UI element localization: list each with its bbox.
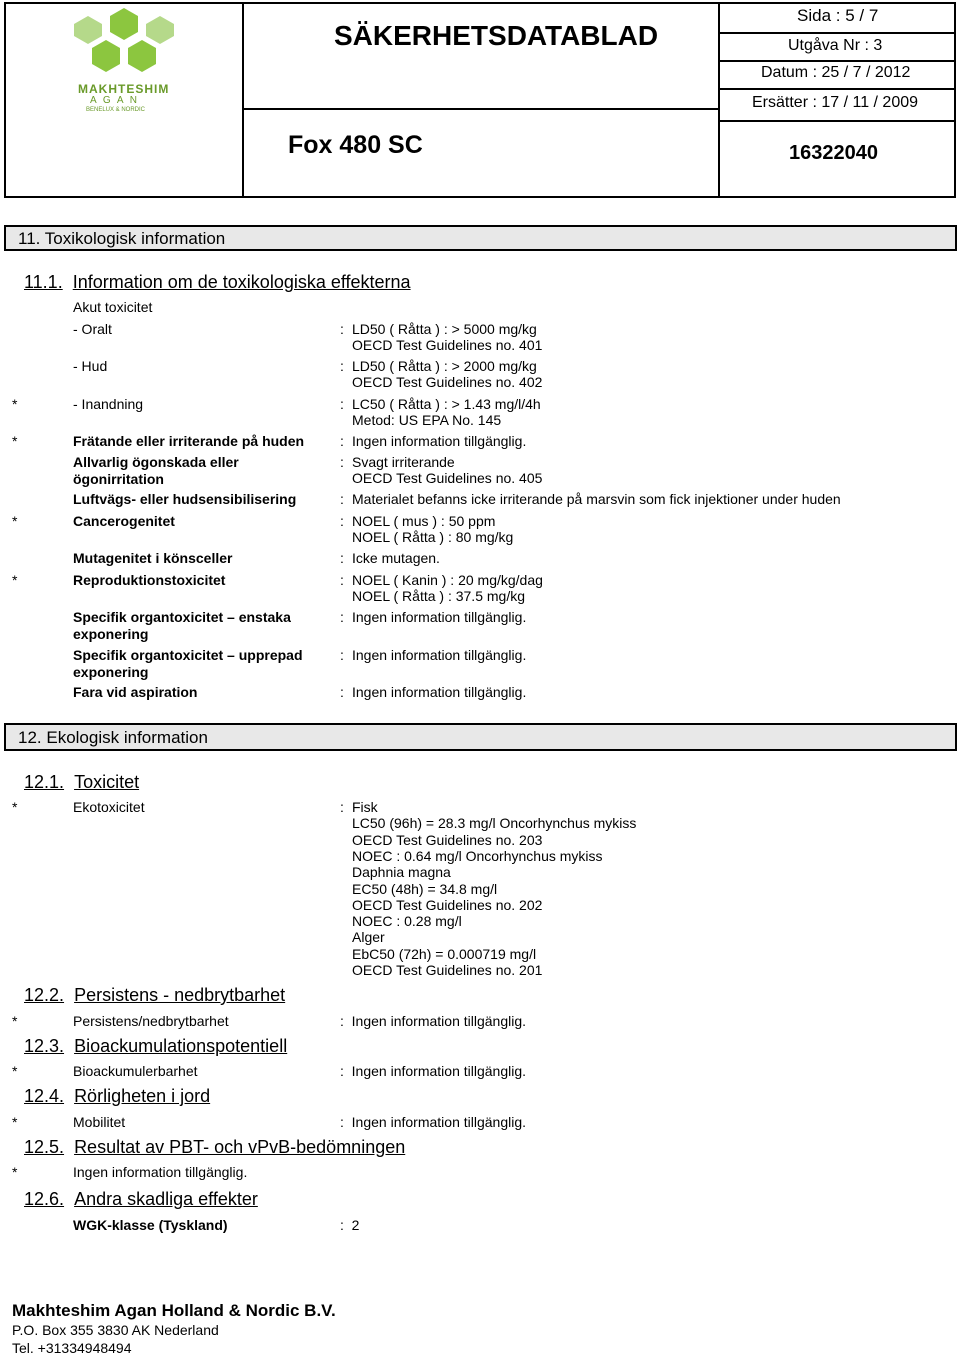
tox-row-label: Allvarlig ögonskada eller: [73, 454, 239, 470]
tox-row-label: Fara vid aspiration: [73, 684, 198, 700]
subsection-11-1: [24, 271, 411, 293]
star-mark: *: [12, 396, 18, 412]
subsection-number: 11.1.: [24, 272, 63, 292]
tox-row-value-cont: OECD Test Guidelines no. 402: [352, 374, 543, 390]
tox-row-label: - Inandning: [73, 396, 144, 412]
footer-company: Makhteshim Agan Holland & Nordic B.V.: [12, 1301, 336, 1320]
colon: :: [340, 321, 344, 337]
tox-row-value: Ingen information tillgänglig.: [352, 433, 527, 449]
page-number: Sida : 5 / 7: [797, 6, 879, 25]
tox-row-value-cont: OECD Test Guidelines no. 401: [352, 337, 543, 353]
tox-row-value: Svagt irriterande: [352, 454, 455, 470]
product-code: 16322040: [789, 142, 878, 164]
tox-row-label: Luftvägs- eller hudsensibilisering: [73, 491, 297, 507]
tox-row-value: Ingen information tillgänglig.: [352, 647, 527, 663]
tox-row-value: NOEL ( mus ) : 50 ppm: [352, 513, 496, 529]
tox-row-value: Icke mutagen.: [352, 550, 440, 566]
logo-sub: A G A N: [90, 95, 140, 106]
subsection-12-5: 12.5. Resultat av PBT- och vPvB-bedömningen: [24, 1137, 406, 1157]
ecotox-line: OECD Test Guidelines no. 202: [352, 896, 543, 913]
section-12-bar: [4, 723, 957, 751]
ecotox-line: Daphnia magna: [352, 864, 451, 881]
bioaccumulation-label: Bioackumulerbarhet: [73, 1063, 198, 1079]
tox-row-value: NOEL ( Kanin ) : 20 mg/kg/dag: [352, 572, 543, 588]
tox-row-label: Specifik organtoxicitet – enstaka: [73, 609, 291, 625]
colon: :: [340, 572, 344, 588]
ecotox-line: OECD Test Guidelines no. 203: [352, 831, 543, 848]
star-mark: *: [12, 433, 18, 449]
section-11-title: 11. Toxikologisk information: [18, 229, 226, 248]
tox-row-label: Specifik organtoxicitet – upprepad: [73, 647, 303, 663]
colon: :: [340, 454, 344, 470]
star-mark: *: [12, 1164, 18, 1180]
ecotox-line: OECD Test Guidelines no. 201: [352, 962, 543, 978]
logo-name: MAKHTESHIM: [78, 82, 170, 96]
tox-row-value-cont: NOEL ( Råtta ) : 37.5 mg/kg: [352, 588, 525, 604]
version-number: Utgåva Nr : 3: [788, 37, 883, 54]
tox-row-label: - Oralt: [73, 321, 112, 337]
colon: :: [340, 491, 344, 507]
tox-row-value: LD50 ( Råtta ) : > 2000 mg/kg: [352, 358, 537, 374]
tox-row-label: Mutagenitet i könsceller: [73, 550, 233, 566]
tox-row-value: Ingen information tillgänglig.: [352, 609, 527, 625]
mobility-label: Mobilitet: [73, 1114, 126, 1130]
persistence-label: Persistens/nedbrytbarhet: [73, 1013, 229, 1029]
subsection-title: Information om de toxikologiska effekterna: [72, 272, 411, 292]
tox-row-label-cont: exponering: [73, 664, 149, 680]
tox-row-value-cont: NOEL ( Råtta ) : 80 mg/kg: [352, 529, 514, 545]
star-mark: *: [12, 1114, 18, 1130]
tox-row-value: LD50 ( Råtta ) : > 5000 mg/kg: [352, 321, 537, 337]
colon: :: [340, 550, 344, 566]
ecotox-line: EC50 (48h) = 34.8 mg/l: [352, 880, 498, 897]
ecotox-label: Ekotoxicitet: [73, 799, 145, 815]
colon: :: [340, 358, 344, 374]
subsection-12-3: 12.3. Bioackumulationspotentiell: [24, 1036, 288, 1056]
wgk-value: : 2: [340, 1217, 360, 1233]
tox-row-value-cont: Metod: US EPA No. 145: [352, 412, 502, 428]
tox-row-value: LC50 ( Råtta ) : > 1.43 mg/l/4h: [352, 396, 541, 412]
colon: :: [340, 513, 344, 529]
ecotox-line: LC50 (96h) = 28.3 mg/l Oncorhynchus mykiss: [352, 815, 637, 832]
colon: :: [340, 799, 344, 815]
colon: :: [340, 396, 344, 412]
issue-date: Datum : 25 / 7 / 2012: [761, 64, 911, 81]
ecotox-line: NOEC : 0.64 mg/l Oncorhynchus mykiss: [352, 847, 603, 864]
colon: :: [340, 684, 344, 700]
colon: :: [340, 433, 344, 449]
ecotox-line: NOEC : 0.28 mg/l: [352, 913, 462, 930]
tox-row-value: Ingen information tillgänglig.: [352, 684, 527, 700]
tox-row-label-cont: exponering: [73, 626, 149, 642]
subsection-12-1: 12.1. Toxicitet: [24, 772, 140, 792]
mobility-value: : Ingen information tillgänglig.: [340, 1114, 527, 1130]
section-11-bar: [4, 225, 957, 251]
star-mark: *: [12, 799, 18, 815]
product-name: Fox 480 SC: [288, 131, 423, 159]
star-mark: *: [12, 1063, 18, 1079]
acute-toxicity-label: Akut toxicitet: [73, 299, 153, 315]
tox-row-value: Materialet befanns icke irriterande på marsvin som fick injektioner under huden: [352, 491, 841, 507]
footer-address: P.O. Box 355 3830 AK Nederland: [12, 1322, 219, 1338]
subsection-12-2: 12.2. Persistens - nedbrytbarhet: [24, 985, 286, 1005]
tox-row-label-cont: ögonirritation: [73, 471, 164, 487]
section-12-title: 12. Ekologisk information: [18, 728, 208, 747]
colon: :: [340, 609, 344, 625]
replaces-date: Ersätter : 17 / 11 / 2009: [752, 94, 919, 111]
tox-row-label: Reproduktionstoxicitet: [73, 572, 226, 588]
tox-row-label: Frätande eller irriterande på huden: [73, 433, 305, 449]
wgk-label: WGK-klasse (Tyskland): [73, 1217, 228, 1233]
hexagon-logo-icon: [60, 6, 190, 84]
document-title: SÄKERHETSDATABLAD: [334, 20, 659, 51]
bioaccumulation-value: : Ingen information tillgänglig.: [340, 1063, 527, 1079]
tox-row-label: Cancerogenitet: [73, 513, 175, 529]
ecotox-line: Fisk: [352, 799, 378, 815]
company-logo: [60, 6, 190, 116]
footer-phone: Tel. +31334948494: [12, 1340, 132, 1356]
persistence-value: : Ingen information tillgänglig.: [340, 1013, 527, 1029]
pbt-text: Ingen information tillgänglig.: [73, 1164, 248, 1180]
star-mark: *: [12, 572, 18, 588]
subsection-12-4: 12.4. Rörligheten i jord: [24, 1086, 211, 1106]
tox-row-label: - Hud: [73, 358, 108, 374]
colon: :: [340, 647, 344, 663]
logo-region: BENELUX & NORDIC: [86, 107, 146, 113]
star-mark: *: [12, 1013, 18, 1029]
ecotox-line: EbC50 (72h) = 0.000719 mg/l: [352, 945, 537, 962]
ecotox-line: Alger: [352, 929, 385, 946]
star-mark: *: [12, 513, 18, 529]
subsection-12-6: 12.6. Andra skadliga effekter: [24, 1189, 258, 1209]
tox-row-value-cont: OECD Test Guidelines no. 405: [352, 470, 543, 486]
